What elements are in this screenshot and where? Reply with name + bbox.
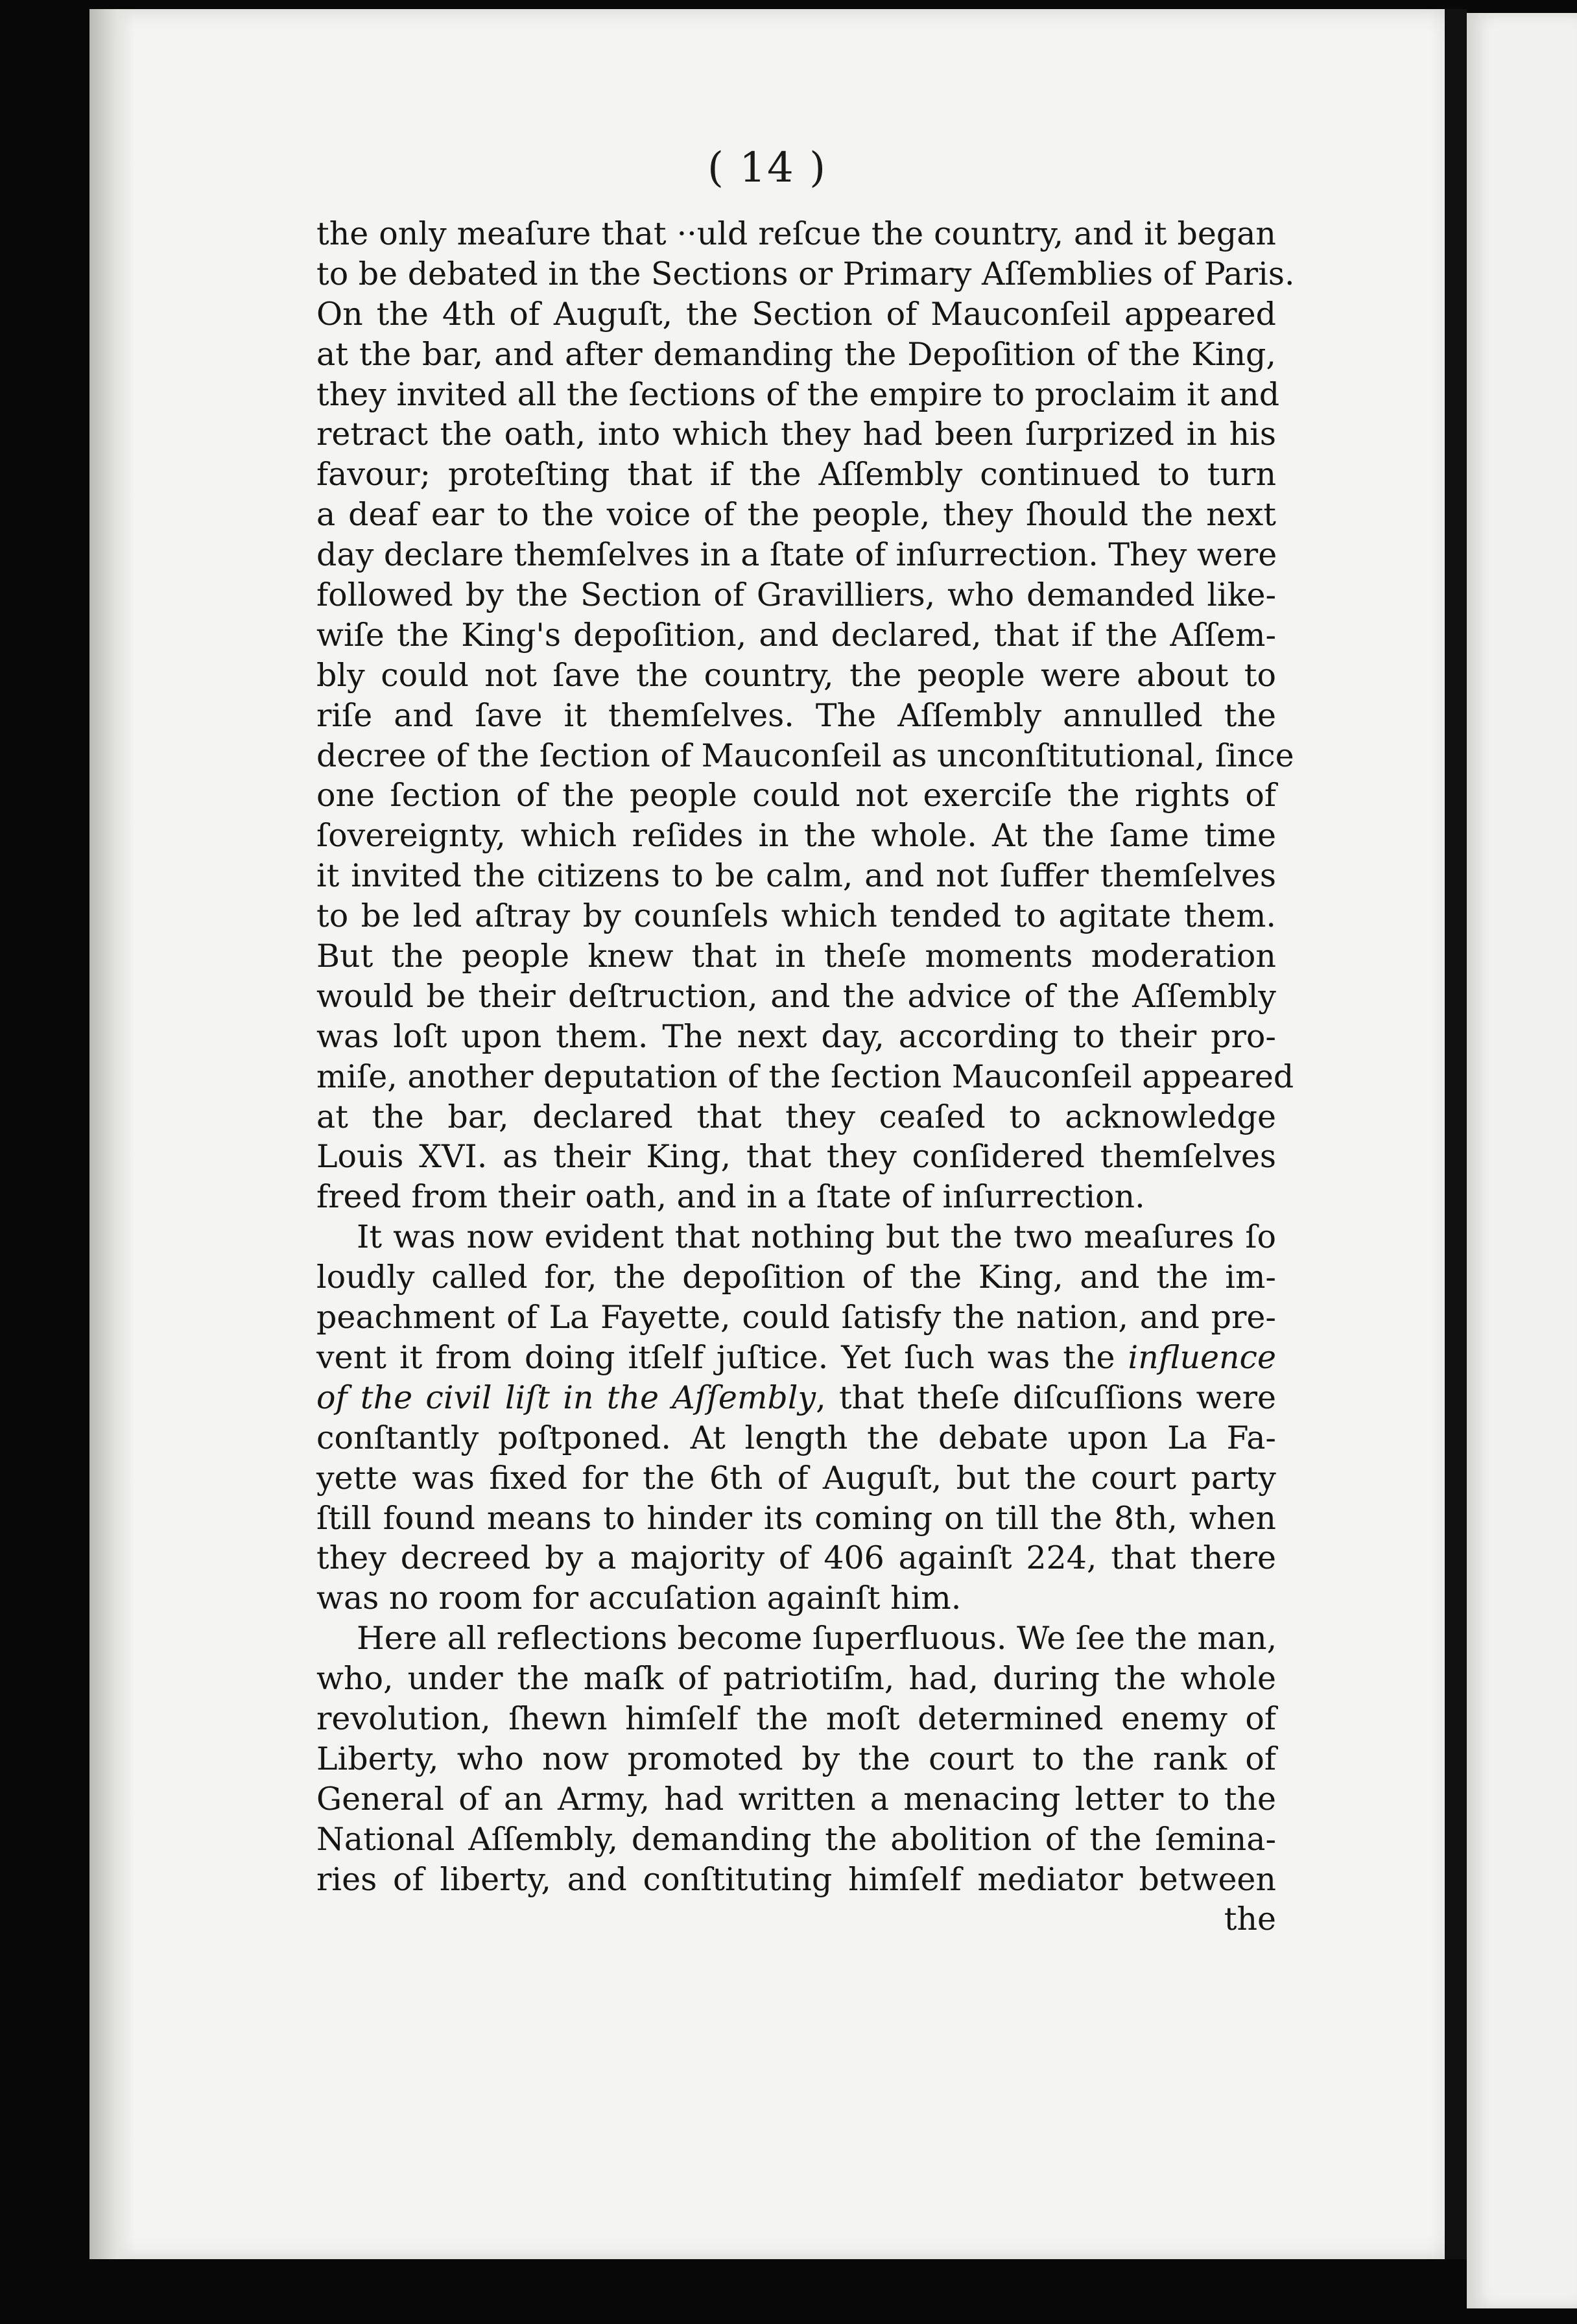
text-line: at the bar, declared that they ceaſed to acknowledge bbox=[316, 1098, 1276, 1135]
text-line: was no room for accuſation againſt him. bbox=[316, 1580, 962, 1617]
text-line: revolution, ſhewn himſelf the moſt determined enemy of bbox=[316, 1700, 1276, 1737]
text-line: peachment of La Fayette, could ſatisfy the nation, and pre- bbox=[316, 1299, 1276, 1336]
text-line: General of an Army, had written a menacing letter to the bbox=[316, 1780, 1276, 1818]
text-line: it invited the citizens to be calm, and not ſuffer themſelves bbox=[316, 857, 1276, 895]
body-text bbox=[316, 214, 1295, 1939]
text-line: favour; proteſting that if the Aſſembly continued to turn bbox=[316, 456, 1276, 493]
text-line: the only meaſure that ··uld reſcue the country, and it began bbox=[316, 215, 1276, 252]
text-line: decree of the ſection of Mauconſeil as unconſtitutional, ſince bbox=[316, 737, 1294, 774]
text-line: was loſt upon them. The next day, according to their pro- bbox=[316, 1017, 1276, 1055]
text-line: On the 4th of Auguſt, the Section of Mauconſeil appeared bbox=[316, 295, 1276, 333]
text-line: Liberty, who now promoted by the court to the rank of bbox=[316, 1740, 1276, 1777]
catchword: the bbox=[1224, 1901, 1276, 1938]
text-line: conſtantly poſtponed. At length the debate upon La Fa- bbox=[316, 1419, 1276, 1456]
text-line: miſe, another deputation of the ſection Mauconſeil appeared bbox=[316, 1058, 1294, 1095]
text-segment: vent it from doing itſelf juſtice. Yet ſuch was the bbox=[316, 1338, 1115, 1376]
text-line: freed from their oath, and in a ſtate of inſurrection. bbox=[316, 1178, 1145, 1216]
text-line: wiſe the King's depoſition, and declared, that if the Aſſem- bbox=[316, 616, 1276, 654]
page-number: ( 14 ) bbox=[707, 144, 827, 192]
text-line: riſe and ſave it themſelves. The Aſſembly annulled the bbox=[316, 696, 1276, 734]
text-line: who, under the maſk of patriotiſm, had, during the whole bbox=[316, 1660, 1276, 1698]
text-line: Here all reflections become ſuperfluous. We ſee the man, bbox=[357, 1620, 1277, 1657]
text-line: to be led aſtray by counſels which tended to agitate them. bbox=[316, 897, 1276, 935]
text-line: loudly called for, the depoſition of the King, and the im- bbox=[316, 1259, 1276, 1296]
italic-segment: influence bbox=[1128, 1338, 1276, 1376]
text-line: But the people knew that in theſe moments moderation bbox=[316, 938, 1276, 975]
text-line: It was now evident that nothing but the two meaſures ſo bbox=[357, 1218, 1276, 1256]
text-line: ſovereignty, which reſides in the whole. At the ſame time bbox=[316, 817, 1276, 855]
italic-segment: of the civil liſt in the Aſſembly bbox=[316, 1379, 816, 1416]
text-line: ries of liberty, and conſtituting himſelf mediator between bbox=[316, 1860, 1276, 1898]
text-line: one ſection of the people could not exerciſe the rights of bbox=[316, 777, 1276, 814]
text-line: retract the oath, into which they had been ſurprized in his bbox=[316, 416, 1276, 453]
text-line: they invited all the ſections of the empire to proclaim it and bbox=[316, 375, 1280, 413]
text-line: Louis XVI. as their King, that they conſidered themſelves bbox=[316, 1138, 1276, 1176]
text-line bbox=[316, 1378, 1276, 1418]
gutter-shadow bbox=[89, 9, 135, 2259]
text-line: to be debated in the Sections or Primary Aſſemblies of Paris. bbox=[316, 255, 1295, 292]
text-segment: , that theſe diſcuſſions were bbox=[816, 1379, 1276, 1416]
text-line: day declare themſelves in a ſtate of inſurrection. They were bbox=[316, 536, 1277, 574]
text-line: at the bar, and after demanding the Depoſition of the King, bbox=[316, 335, 1276, 373]
text-line bbox=[316, 1338, 1276, 1378]
text-line: ſtill found means to hinder its coming on till the 8th, when bbox=[316, 1499, 1276, 1537]
text-line: would be their deſtruction, and the advice of the Aſſembly bbox=[316, 977, 1276, 1015]
text-line: a deaf ear to the voice of the people, they ſhould the next bbox=[316, 496, 1276, 534]
adjacent-page-edge bbox=[1467, 13, 1577, 2308]
text-line: followed by the Section of Gravilliers, who demanded like- bbox=[316, 576, 1276, 614]
text-line: they decreed by a majority of 406 againſt 224, that there bbox=[316, 1539, 1276, 1577]
text-line: yette was fixed for the 6th of Auguſt, but the court party bbox=[316, 1459, 1276, 1497]
text-line: bly could not ſave the country, the people were about to bbox=[316, 656, 1276, 694]
page-edge-divider bbox=[1445, 9, 1467, 2259]
text-line: National Aſſembly, demanding the abolition of the ſemina- bbox=[316, 1820, 1276, 1858]
